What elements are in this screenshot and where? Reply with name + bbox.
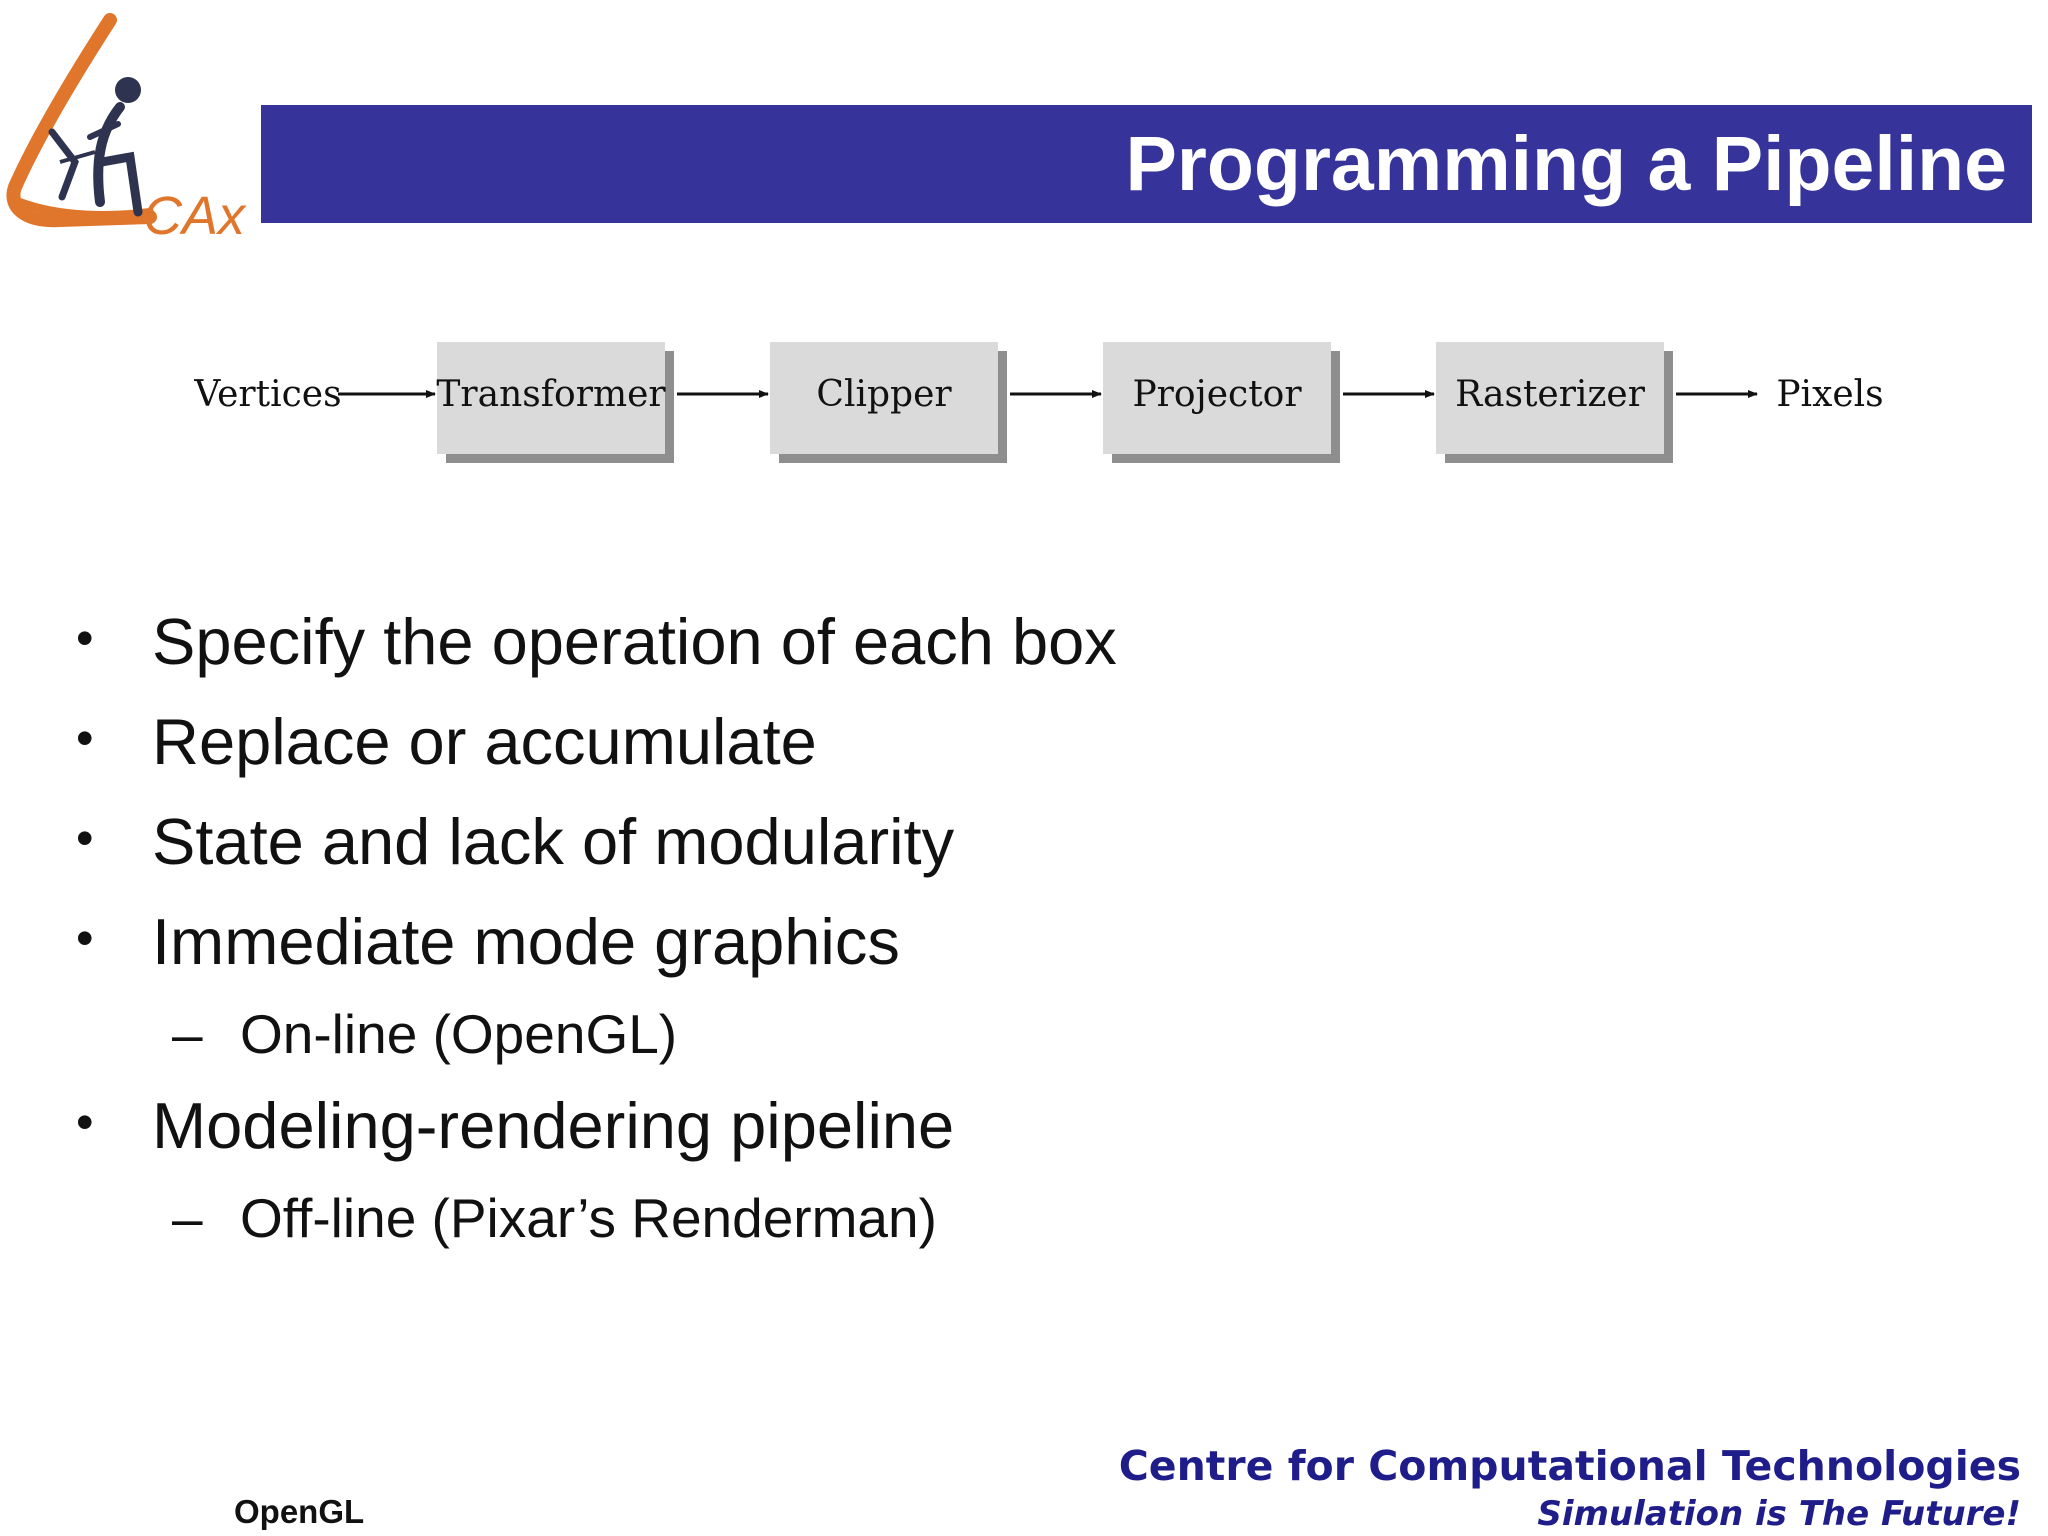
pipeline-input-label: Vertices xyxy=(194,374,342,415)
footer-tagline: Simulation is The Future! xyxy=(1537,1494,2021,1534)
cax-logo xyxy=(0,12,270,237)
bullet-item xyxy=(68,1076,1968,1176)
pipeline-output-label: Pixels xyxy=(1776,374,1884,415)
footer-topic: OpenGL xyxy=(234,1493,365,1530)
bullet-text: Immediate mode graphics xyxy=(152,905,900,978)
pipeline-svg xyxy=(160,330,1920,480)
sub-bullet-item xyxy=(68,992,1968,1076)
bullet-item xyxy=(68,792,1968,892)
title-bar xyxy=(261,105,2032,223)
sub-bullet-marker: – xyxy=(172,1003,203,1065)
pipeline-stage-label: Rasterizer xyxy=(1455,374,1645,415)
bullet-marker: • xyxy=(76,810,94,866)
pipeline-stage-label: Projector xyxy=(1132,374,1302,415)
footer-org: Centre for Computational Technologies xyxy=(1118,1442,2021,1490)
slide-title: Programming a Pipeline xyxy=(1125,121,2007,207)
bullet-text: Modeling-rendering pipeline xyxy=(152,1089,955,1162)
bullet-marker: • xyxy=(76,710,94,766)
bullet-text: Specify the operation of each box xyxy=(152,605,1117,678)
pipeline-stage-label: Transformer xyxy=(436,374,666,415)
pipeline-stage-label: Clipper xyxy=(816,374,952,415)
bullet-text: Replace or accumulate xyxy=(152,705,817,778)
pipeline-diagram xyxy=(160,330,1920,480)
bullet-marker: • xyxy=(76,610,94,666)
bullet-text: State and lack of modularity xyxy=(152,805,955,878)
bullet-item xyxy=(68,892,1968,992)
footer-branding xyxy=(1119,1440,2021,1536)
bullet-item xyxy=(68,592,1968,692)
sub-bullet-text: Off-line (Pixar’s Renderman) xyxy=(240,1187,937,1249)
sub-bullet-item xyxy=(68,1176,1968,1260)
bullet-marker: • xyxy=(76,910,94,966)
sub-bullet-text: On-line (OpenGL) xyxy=(240,1003,678,1065)
sub-bullet-marker: – xyxy=(172,1187,203,1249)
bullet-item xyxy=(68,692,1968,792)
logo-text: CAx xyxy=(143,186,246,237)
bullet-list xyxy=(68,592,1968,1260)
bullet-marker: • xyxy=(76,1094,94,1150)
